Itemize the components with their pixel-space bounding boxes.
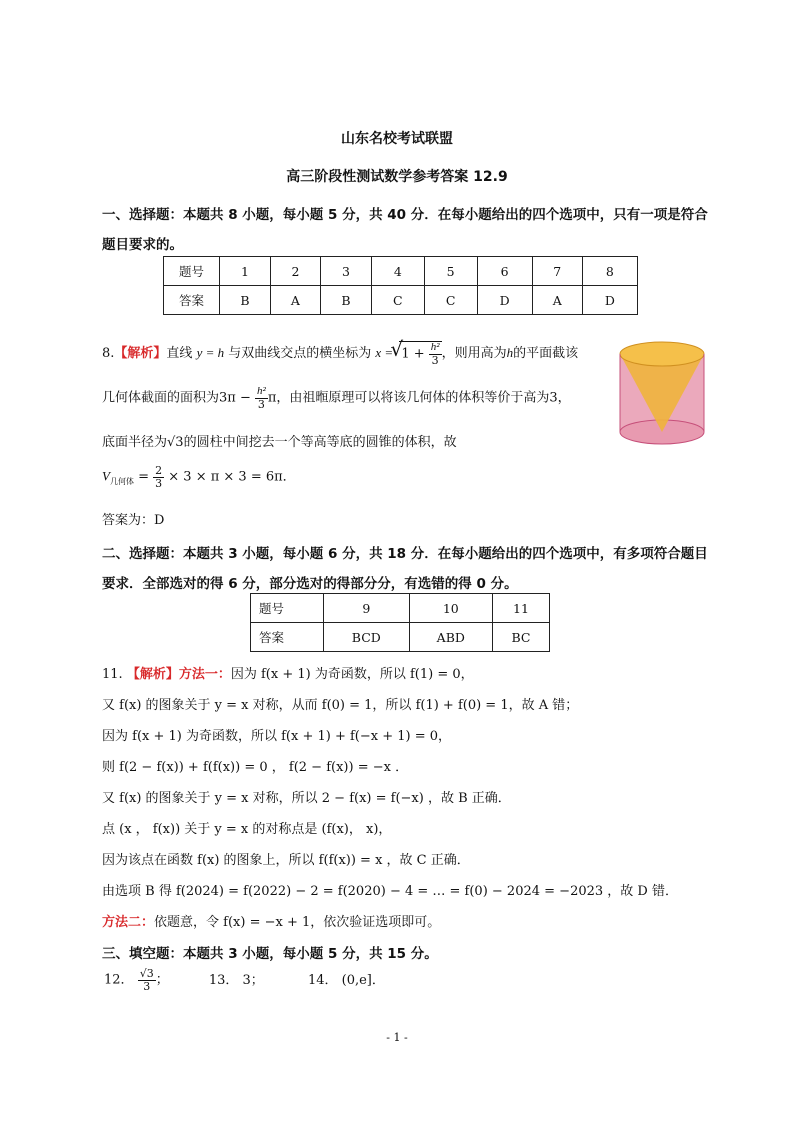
numerator: h² — [430, 341, 440, 353]
q11-line9 — [102, 911, 440, 930]
analysis-tag: 【解析】 — [114, 346, 167, 362]
radical-sign: √ — [390, 337, 404, 361]
table-cell: 8 — [582, 257, 637, 286]
table-row — [164, 286, 638, 315]
table-cell: 11 — [493, 594, 550, 623]
text: ，则用高为 — [441, 346, 507, 362]
answer-12-fraction — [138, 968, 156, 992]
table-cell: 答案 — [251, 623, 324, 652]
table-cell: 题号 — [164, 257, 220, 286]
q11-line2: 又 f(x) 的图象关于 y = x 对称，从而 f(0) = 1，所以 f(1) + f(0) = 1，故 A 错； — [102, 698, 579, 713]
table-cell: 5 — [424, 257, 477, 286]
page-title: 高三阶段性测试数学参考答案 12.9 — [286, 169, 508, 185]
answer-12-label: 12． — [104, 972, 134, 988]
q11-line7: 因为该点在函数 f(x) 的图象上，所以 f(f(x)) = x ，故 C 正确． — [102, 853, 470, 868]
table-cell: 9 — [324, 594, 410, 623]
text: 因为 f(x + 1) 为奇函数，所以 f(1) = 0， — [230, 667, 474, 682]
table-row — [251, 594, 550, 623]
text: 几何体截面的面积为 — [102, 390, 220, 406]
q11-line4: 则 f(2 − f(x)) + f(f(x)) = 0 ， f(2 − f(x)) = −x ． — [102, 760, 409, 775]
table-cell: 7 — [532, 257, 582, 286]
table-cell: 3 — [321, 257, 372, 286]
table-cell: A — [270, 286, 320, 315]
denominator: 3 — [431, 353, 439, 367]
section1-heading-cont: 题目要求的。 — [102, 237, 183, 253]
fraction — [429, 342, 442, 366]
question-number: 11. — [102, 667, 123, 682]
fill-answers — [104, 968, 385, 992]
cylinder-top — [620, 342, 704, 366]
exam-org: 山东名校考试联盟 — [341, 131, 453, 147]
table-row — [164, 257, 638, 286]
text: 与双曲线交点的横坐标为 — [224, 346, 376, 362]
denominator: 3 — [143, 979, 151, 993]
table-cell: D — [477, 286, 532, 315]
table-cell: B — [321, 286, 372, 315]
text: 1 + — [401, 346, 425, 362]
table-cell: 2 — [270, 257, 320, 286]
q11-line3: 因为 f(x + 1) 为奇函数，所以 f(x + 1) + f(−x + 1) = 0， — [102, 729, 452, 744]
text: ； — [155, 972, 169, 988]
answer-14: 14． (0,e]． — [307, 972, 385, 988]
table-cell: C — [424, 286, 477, 315]
equation: y = h — [196, 345, 225, 361]
section3-heading: 三、填空题：本题共 3 小题，每小题 5 分，共 15 分。 — [102, 946, 438, 962]
table-cell: 10 — [409, 594, 492, 623]
table-cell: 6 — [477, 257, 532, 286]
text: 的圆柱中间挖去一个等高等底的圆锥的体积，故 — [183, 435, 457, 450]
denominator: 3 — [257, 397, 265, 411]
table-cell: BCD — [324, 623, 410, 652]
analysis-tag: 【解析】 — [126, 667, 179, 682]
table-cell: 题号 — [251, 594, 324, 623]
text: 底面半径为 — [102, 435, 168, 450]
sqrt-expression — [390, 337, 441, 367]
equation: 3π − — [219, 390, 251, 406]
q11-line5: 又 f(x) 的图象关于 y = x 对称，所以 2 − f(x) = f(−x) ，故 B 正确． — [102, 791, 511, 806]
variable: h — [506, 345, 514, 361]
answer-table-2 — [250, 593, 550, 652]
cylinder-cone-figure — [614, 340, 710, 448]
text: 的平面截该 — [513, 346, 579, 362]
numerator: h² — [257, 385, 266, 397]
q8-line2 — [102, 386, 571, 410]
table-cell: ABD — [409, 623, 492, 652]
method-label: 方法一： — [178, 667, 231, 682]
page-number: - 1 - — [386, 1031, 408, 1044]
text: 依题意，令 f(x) = −x + 1，依次验证选项即可。 — [154, 915, 441, 930]
q11-line8: 由选项 B 得 f(2024) = f(2022) − 2 = f(2020) − 4 = … = f(0) − 2024 = −2023 ，故 D 错． — [102, 884, 678, 899]
q8-answer: 答案为：D — [102, 513, 165, 528]
table-cell: D — [582, 286, 637, 315]
table-cell: BC — [493, 623, 550, 652]
fraction — [153, 465, 164, 489]
table-cell: A — [532, 286, 582, 315]
subscript: 几何体 — [109, 477, 134, 487]
question-number: 8. — [102, 346, 115, 362]
text: 直线 — [166, 346, 197, 362]
table-cell: B — [220, 286, 271, 315]
q8-line4 — [102, 465, 296, 489]
section1-heading: 一、选择题：本题共 8 小题，每小题 5 分，共 40 分．在每小题给出的四个选项中，只有一项是符合 — [102, 207, 708, 223]
q11-line6: 点 (x ， f(x)) 关于 y = x 的对称点是 (f(x)， x)， — [102, 822, 392, 837]
table-cell: 答案 — [164, 286, 220, 315]
table-row — [251, 623, 550, 652]
variable: V — [102, 468, 110, 484]
text: ，由祖暅原理可以将该几何体的体积等价于高为 — [276, 390, 550, 406]
fraction — [255, 386, 268, 410]
table-cell: C — [371, 286, 424, 315]
number: 3 — [549, 390, 558, 406]
q8-line1 — [102, 337, 579, 367]
equation: π — [267, 390, 277, 406]
method-label: 方法二： — [102, 915, 155, 930]
section2-heading: 二、选择题：本题共 3 小题，每小题 6 分，共 18 分．在每小题给出的四个选项中，有多项符合题目 — [102, 546, 708, 562]
answer-table-1 — [163, 256, 638, 315]
equation: x = — [375, 345, 394, 361]
equation: = — [138, 469, 149, 485]
table-cell: 1 — [220, 257, 271, 286]
equation: √3 — [167, 435, 184, 450]
numerator: √3 — [139, 967, 154, 980]
q11-line1 — [102, 663, 474, 682]
section2-heading-cont: 要求．全部选对的得 6 分，部分选对的得部分分，有选错的得 0 分。 — [102, 576, 518, 592]
numerator: 2 — [155, 464, 163, 477]
text: ， — [557, 390, 571, 406]
answer-13: 13． 3； — [208, 972, 264, 988]
equation: × 3 × π × 3 = 6π． — [168, 469, 296, 485]
table-cell: 4 — [371, 257, 424, 286]
q8-line3 — [102, 431, 457, 450]
denominator: 3 — [155, 476, 163, 490]
